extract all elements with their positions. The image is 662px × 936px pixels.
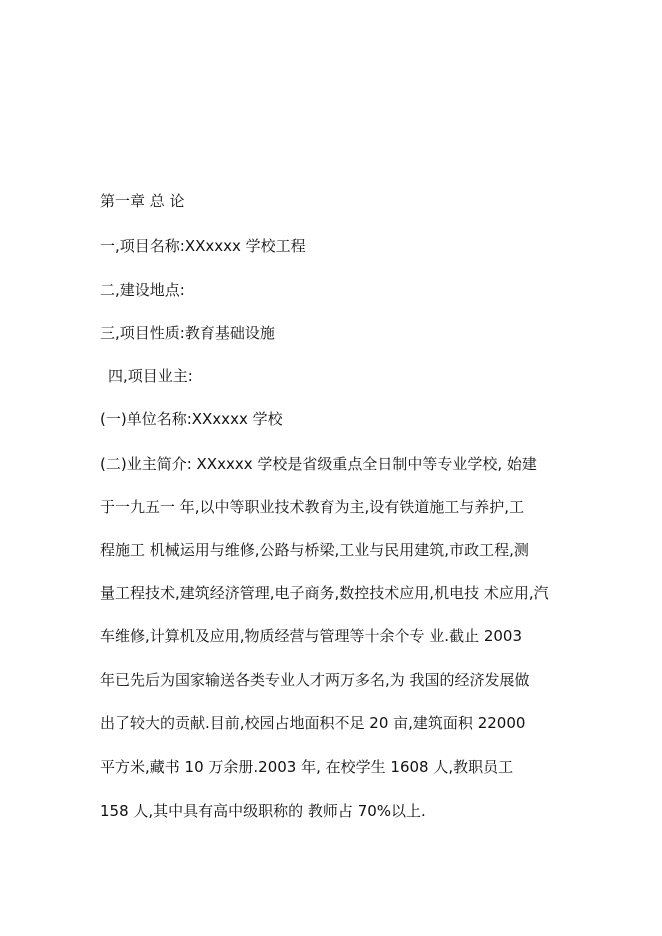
chapter-title: 第一章 总 论 xyxy=(100,192,185,210)
paragraph-line: 年已先后为国家输送各类专业人才两万多名,为 我国的经济发展做 xyxy=(100,671,530,689)
paragraph-line: 一,项目名称:XXxxxx 学校工程 xyxy=(100,237,306,255)
paragraph-line: 158 人,其中具有高中级职称的 教师占 70%以上. xyxy=(100,802,426,820)
paragraph-line: 二,建设地点: xyxy=(100,281,185,299)
paragraph-line: 四,项目业主: xyxy=(108,367,193,385)
paragraph-line: (一)单位名称:XXxxxx 学校 xyxy=(100,410,283,428)
paragraph-line: 程施工 机械运用与维修,公路与桥梁,工业与民用建筑,市政工程,测 xyxy=(100,541,529,559)
paragraph-line: 出了较大的贡献.目前,校园占地面积不足 20 亩,建筑面积 22000 xyxy=(100,714,526,732)
paragraph-line: (二)业主简介: XXxxxx 学校是省级重点全日制中等专业学校, 始建 xyxy=(100,455,537,473)
paragraph-line: 平方米,藏书 10 万余册.2003 年, 在校学生 1608 人,教职员工 xyxy=(100,758,514,776)
paragraph-line: 量工程技术,建筑经济管理,电子商务,数控技术应用,机电技 术应用,汽 xyxy=(100,584,549,602)
paragraph-line: 三,项目性质:教育基础设施 xyxy=(100,324,275,342)
paragraph-line: 于一九五一 年,以中等职业技术教育为主,设有铁道施工与养护,工 xyxy=(100,498,525,516)
paragraph-line: 车维修,计算机及应用,物质经营与管理等十余个专 业.截止 2003 xyxy=(100,627,523,645)
